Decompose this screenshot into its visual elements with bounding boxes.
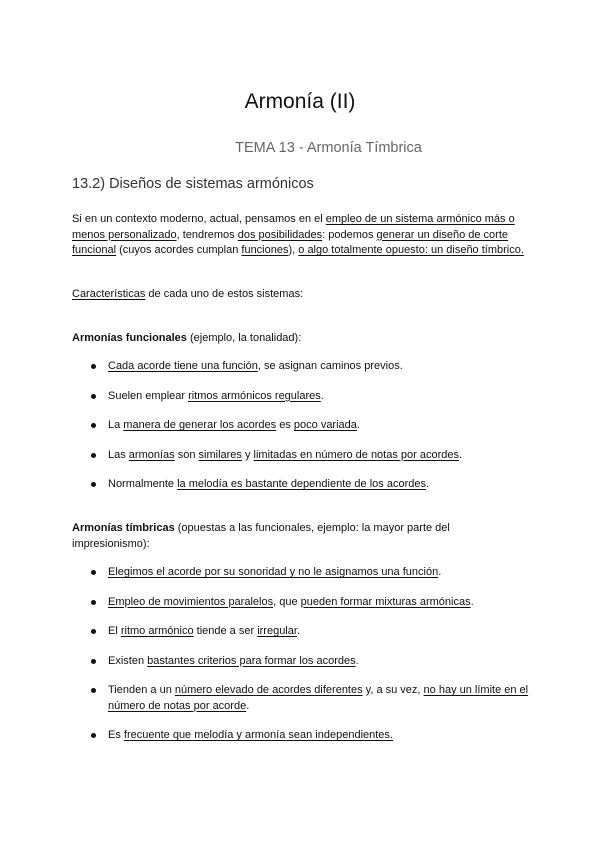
- list-item: Es frecuente que melodía y armonía sean independientes.: [86, 728, 532, 744]
- list-item: Tienden a un número elevado de acordes diferentes y, a su vez, no hay un límite en el número de notas por acorde.: [86, 683, 532, 714]
- list-item: Existen bastantes criterios para formar los acordes.: [86, 654, 532, 670]
- page-title: Armonía (II): [244, 90, 356, 113]
- list-item: Cada acorde tiene una función, se asignan caminos previos.: [86, 359, 532, 375]
- list-item: Suelen emplear ritmos armónicos regulares.: [86, 389, 532, 405]
- intro-paragraph: Si en un contexto moderno, actual, pensamos en el empleo de un sistema armónico más o menos personalizado, tendremos dos posibilidades: podemos generar un diseño de corte funcional (cuyos acordes cumplan funciones), o algo totalmente opuesto: un diseño tímbrico.: [72, 213, 524, 256]
- functional-list: [86, 359, 532, 507]
- section-heading: 13.2) Diseños de sistemas armónicos: [72, 176, 314, 192]
- list-item: Normalmente la melodía es bastante dependiente de los acordes.: [86, 477, 532, 493]
- list-item: Elegimos el acorde por su sonoridad y no le asignamos una función.: [86, 565, 532, 581]
- timbric-heading: Armonías tímbricas (opuestas a las funcionales, ejemplo: la mayor parte del impresionismo):: [72, 522, 450, 550]
- characteristics-line: Características de cada uno de estos sistemas:: [72, 288, 304, 300]
- list-item: Las armonías son similares y limitadas en número de notas por acordes.: [86, 448, 532, 464]
- list-item: Empleo de movimientos paralelos, que pueden formar mixturas armónicas.: [86, 595, 532, 611]
- functional-heading: Armonías funcionales (ejemplo, la tonalidad):: [72, 332, 302, 344]
- topic-subtitle: TEMA 13 - Armonía Tímbrica: [235, 140, 422, 156]
- list-item: La manera de generar los acordes es poco variada.: [86, 418, 532, 434]
- list-item: El ritmo armónico tiende a ser irregular.: [86, 624, 532, 640]
- timbric-list: [86, 565, 532, 758]
